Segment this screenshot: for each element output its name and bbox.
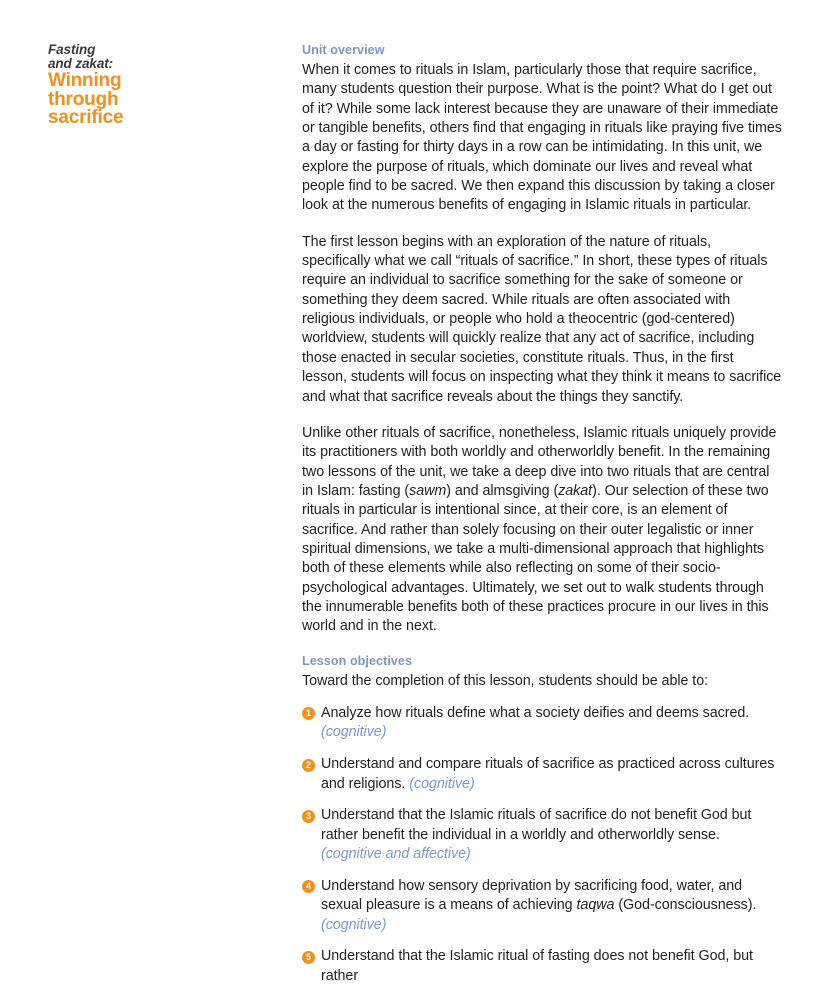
objective-number-badge-1: 1 <box>302 707 315 720</box>
lesson-objectives-heading: Lesson objectives <box>302 653 413 668</box>
lesson-objectives-list <box>302 704 782 986</box>
unit-title <box>48 72 253 128</box>
list-item <box>302 877 782 935</box>
objective-text-1: Analyze how rituals define what a society deifies and deems sacred. <box>321 704 750 721</box>
paragraph-3-segment-3: ). Our selection of these two rituals in particular is intentional since, at their core, is an element of sacrifice. And rather than solely focusing on their outer legalistic or inner spiritual dimensions, we take a multi-dimensional approach that highlights both of these elements while also reflecting on some of their socio-psychological advantages. Ultimately, we set out to walk students through the innumerable benefits both of these practices procure in our lives in this world and in the next. <box>302 482 769 635</box>
unit-kicker-line-2: and zakat: <box>48 55 114 71</box>
list-item <box>302 755 782 794</box>
list-item <box>302 947 782 986</box>
objective-domain-3: (cognitive and affective) <box>321 846 471 863</box>
objective-text-3: Understand that the Islamic rituals of sacrifice do not benefit God but rather benefit the individual in a worldly and otherworldly sense. <box>321 807 752 843</box>
objective-text-2: Understand and compare rituals of sacrifice as practiced across cultures and religions. <box>321 756 775 792</box>
unit-overview-paragraph-1: When it comes to rituals in Islam, particularly those that require sacrifice, many students question their purpose. What is the point? What do I get out of it? While some lack interest because they are unaware of their immediate or tangible benefits, others find that engaging in rituals like praying five times a day or fasting for thirty days in a row can be intimidating. In this unit, we explore the purpose of rituals, which dominate our lives and reveal what people find to be sacred. We then expand this discussion by taking a closer look at the numerous benefits of engaging in Islamic rituals in particular. <box>302 62 782 214</box>
objective-number-badge-2: 2 <box>302 759 315 772</box>
term-zakat: zakat <box>558 482 593 499</box>
unit-kicker-line-1: Fasting <box>48 42 96 57</box>
objective-domain-1: (cognitive) <box>321 724 387 741</box>
unit-overview-paragraph-2: The first lesson begins with an exploration of the nature of rituals, specifically what we call “rituals of sacrifice.” In short, these types of rituals require an individual to sacrifice something for the sake of someone or something they deem sacred. While rituals are often associated with religious individuals, or people who hold a theocentric (god-centered) worldview, students will quickly realize that any act of sacrifice, including those enacted in secular societies, constitute rituals. Thus, in the first lesson, students will focus on inspecting what they think it means to sacrifice and what that sacrifice reveals about the things they sanctify. <box>302 233 782 405</box>
lesson-objectives-intro: Toward the completion of this lesson, students should be able to: <box>302 672 709 689</box>
list-item <box>302 704 782 743</box>
objective-number-badge-5: 5 <box>302 951 315 964</box>
paragraph-3-segment-2: ) and almsgiving ( <box>446 482 559 499</box>
objective-text-5: Understand that the Islamic ritual of fasting does not benefit God, but rather <box>321 948 753 984</box>
objective-text-4b: (God-consciousness). <box>614 897 757 914</box>
unit-title-line-2: through <box>48 88 119 110</box>
objective-domain-2: (cognitive) <box>409 775 475 792</box>
objective-domain-4: (cognitive) <box>321 916 387 933</box>
paragraph-3-segment-1: Unlike other rituals of sacrifice, nonetheless, Islamic rituals uniquely provide its practitioners with both worldly and otherworldly benefit. In the remaining two lessons of the unit, we take a deep dive into two rituals that are central in Islam: fasting ( <box>302 424 777 499</box>
objective-number-badge-4: 4 <box>302 880 315 893</box>
unit-title-block <box>48 43 253 128</box>
unit-title-line-3: sacrifice <box>48 107 124 128</box>
objective-text-4a: Understand how sensory deprivation by sacrificing food, water, and sexual pleasure is a means of achieving <box>321 877 743 914</box>
unit-overview-paragraph-3 <box>302 424 782 637</box>
unit-overview-heading: Unit overview <box>302 43 385 57</box>
term-taqwa: taqwa <box>576 897 615 914</box>
list-item <box>302 806 782 864</box>
term-sawm: sawm <box>409 482 447 499</box>
objective-number-badge-3: 3 <box>302 810 315 823</box>
main-content <box>302 43 782 986</box>
unit-kicker <box>48 43 253 70</box>
unit-title-line-1: Winning <box>48 70 122 91</box>
